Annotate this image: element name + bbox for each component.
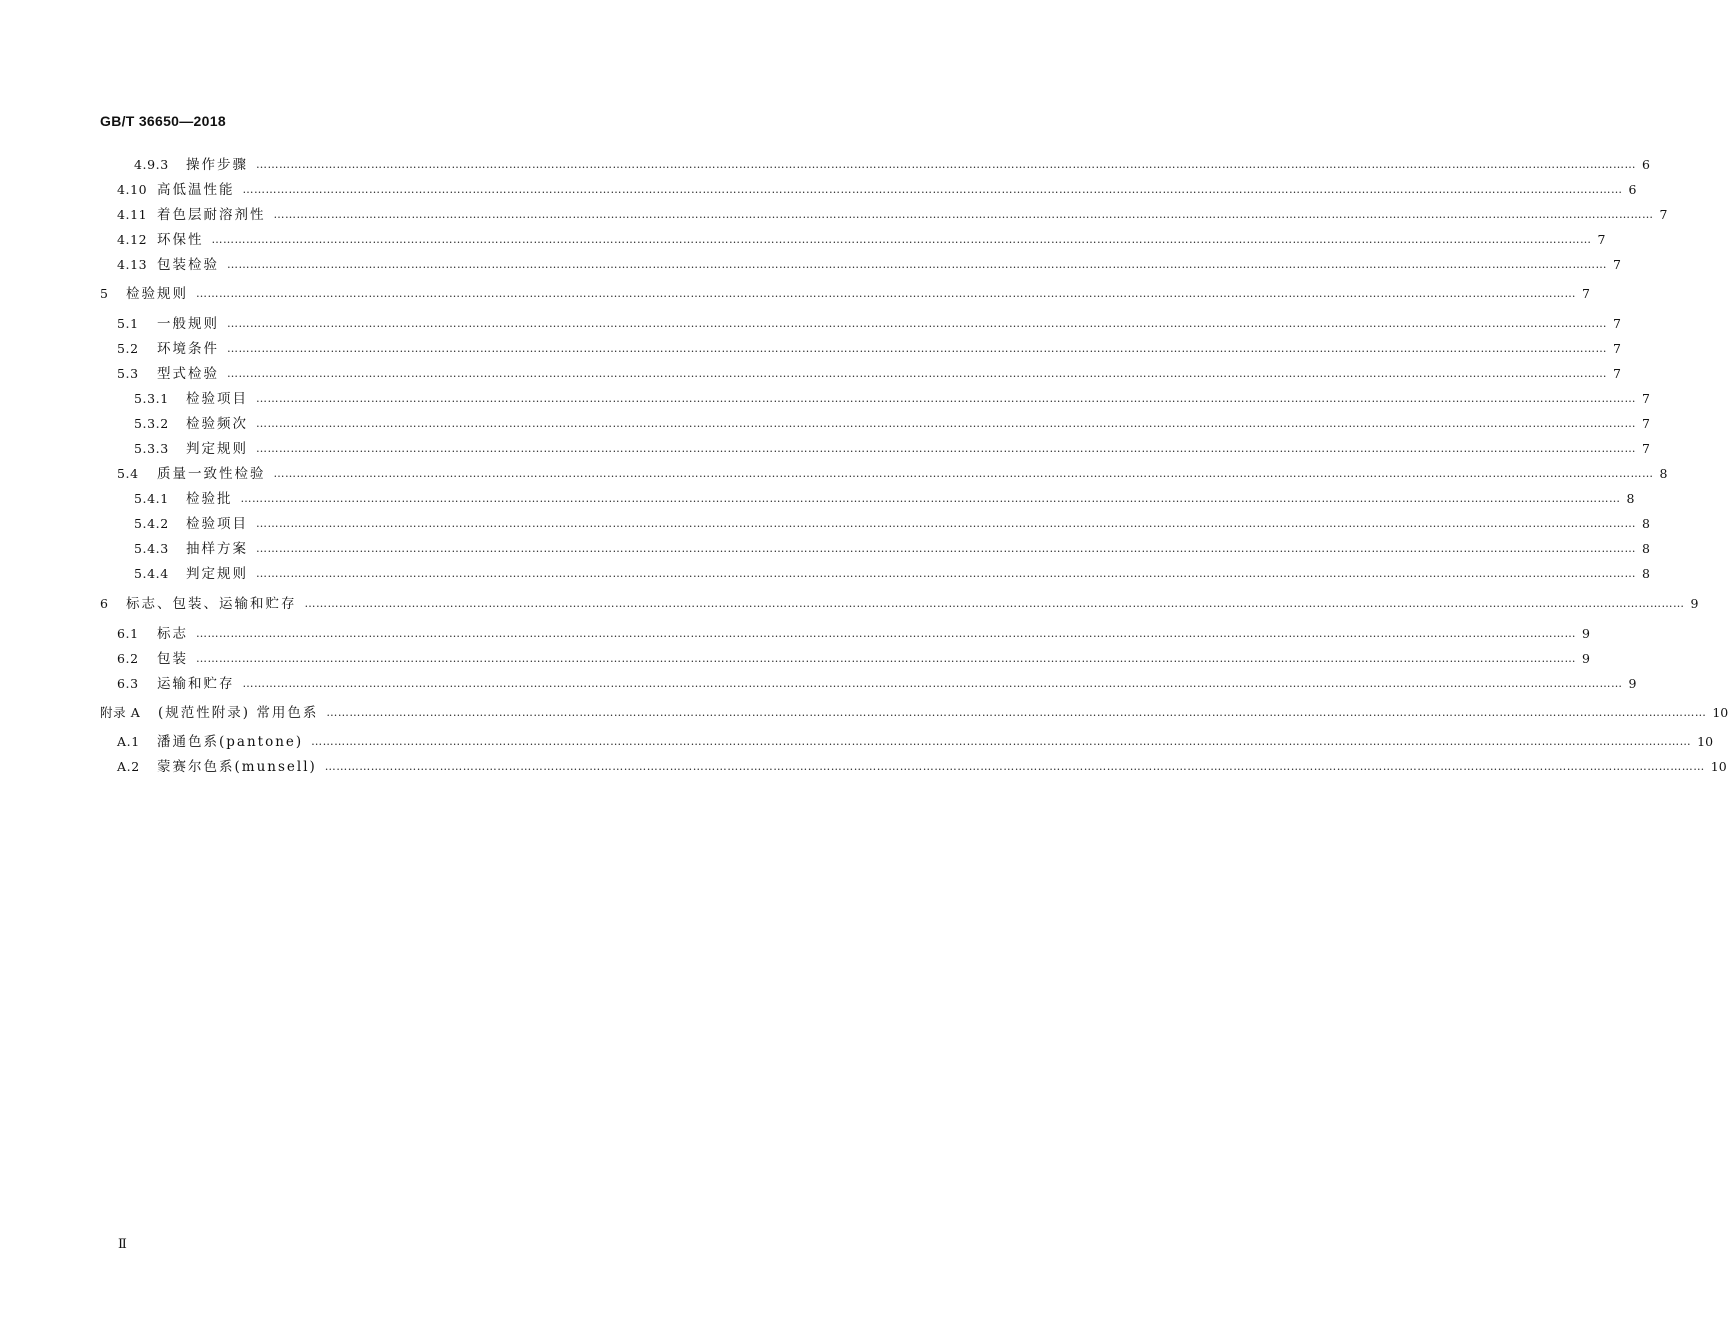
toc-dot-leader: ……………………………………………………………………………………………………………………………………………………………………………………………………………………………………………………………………………………………………………………………… xyxy=(304,597,1685,610)
toc-entry-number: 4.13 xyxy=(117,257,148,272)
toc-entry-title: 包装 xyxy=(157,651,188,667)
toc-entry-number: 5.4 xyxy=(117,466,139,481)
toc-entry-title: 操作步骤 xyxy=(186,157,248,173)
toc-entry-page: 7 xyxy=(1642,391,1650,406)
toc-entry-page: 9 xyxy=(1582,626,1590,641)
toc-entry[interactable] xyxy=(117,180,1637,200)
toc-entry-title: 一般规则 xyxy=(157,316,219,332)
toc-dot-leader: ……………………………………………………………………………………………………………………………………………………………………………………………………………………………………………………………………………………………………………………………… xyxy=(256,392,1636,405)
toc-entry-number: 5.4.2 xyxy=(134,516,169,531)
toc-entry-page: 7 xyxy=(1613,341,1621,356)
toc-entry-page: 7 xyxy=(1582,286,1590,301)
toc-entry-number: 5.2 xyxy=(117,341,139,356)
toc-entry-page: 9 xyxy=(1690,596,1699,611)
toc-entry-number: 5.3.2 xyxy=(134,416,169,431)
toc-entry-number: 5.3.3 xyxy=(134,441,169,456)
toc-entry[interactable] xyxy=(134,564,1650,584)
toc-entry[interactable] xyxy=(100,284,1590,304)
toc-entry-number: 6.3 xyxy=(117,676,139,691)
toc-dot-leader: ……………………………………………………………………………………………………………………………………………………………………………………………………………………………………………………………………………………………………………………………… xyxy=(256,158,1636,171)
toc-entry-title: 判定规则 xyxy=(186,566,248,582)
toc-dot-leader: ……………………………………………………………………………………………………………………………………………………………………………………………………………………………………………………………………………………………………………………………… xyxy=(227,258,1607,271)
toc-entry-page: 6 xyxy=(1628,182,1637,197)
toc-entry-number: A.2 xyxy=(117,759,140,774)
toc-entry-number: 6.1 xyxy=(117,626,139,641)
toc-entry-number: A.1 xyxy=(117,734,140,749)
toc-entry-title: 检验批 xyxy=(186,491,233,507)
toc-entry[interactable] xyxy=(134,389,1650,409)
toc-dot-leader: ……………………………………………………………………………………………………………………………………………………………………………………………………………………………………………………………………………………………………………………………… xyxy=(326,706,1707,719)
toc-entry-page: 9 xyxy=(1582,651,1590,666)
toc-entry-page: 8 xyxy=(1642,566,1650,581)
toc-dot-leader: ……………………………………………………………………………………………………………………………………………………………………………………………………………………………………………………………………………………………………………………………… xyxy=(256,542,1636,555)
toc-entry-number: 4.11 xyxy=(117,207,148,222)
toc-entry-title: 抽样方案 xyxy=(186,541,248,557)
toc-entry[interactable] xyxy=(134,439,1650,459)
toc-dot-leader: ……………………………………………………………………………………………………………………………………………………………………………………………………………………………………………………………………………………………………………………………… xyxy=(211,233,1592,246)
toc-entry[interactable] xyxy=(134,489,1635,509)
toc-dot-leader: ……………………………………………………………………………………………………………………………………………………………………………………………………………………………………………………………………………………………………………………………… xyxy=(256,417,1636,430)
toc-dot-leader: ……………………………………………………………………………………………………………………………………………………………………………………………………………………………………………………………………………………………………………………………… xyxy=(227,367,1607,380)
toc-entry-title: 标志 xyxy=(157,626,188,642)
toc-dot-leader: ……………………………………………………………………………………………………………………………………………………………………………………………………………………………………………………………………………………………………………………………… xyxy=(227,317,1607,330)
toc-entry-page: 6 xyxy=(1642,157,1650,172)
toc-dot-leader: ……………………………………………………………………………………………………………………………………………………………………………………………………………………………………………………………………………………………………………………………… xyxy=(196,652,1576,665)
toc-entry-number: 6 xyxy=(100,596,109,611)
toc-dot-leader: ……………………………………………………………………………………………………………………………………………………………………………………………………………………………………………………………………………………………………………………………… xyxy=(311,735,1692,748)
toc-entry-title: 包装检验 xyxy=(157,257,219,273)
toc-entry-title: 潘通色系(pantone) xyxy=(157,734,304,750)
document-code-header: GB/T 36650—2018 xyxy=(100,113,226,129)
toc-entry-number: 5.4.1 xyxy=(134,491,169,506)
toc-entry[interactable] xyxy=(117,674,1637,694)
toc-entry-title: 检验频次 xyxy=(186,416,248,432)
toc-dot-leader: ……………………………………………………………………………………………………………………………………………………………………………………………………………………………………………………………………………………………………………………………… xyxy=(227,342,1607,355)
toc-entry[interactable] xyxy=(117,732,1714,752)
toc-entry-page: 7 xyxy=(1659,207,1668,222)
toc-dot-leader: ……………………………………………………………………………………………………………………………………………………………………………………………………………………………………………………………………………………………………………………………… xyxy=(273,208,1654,221)
toc-dot-leader: ……………………………………………………………………………………………………………………………………………………………………………………………………………………………………………………………………………………………………………………………… xyxy=(196,627,1576,640)
toc-dot-leader: ……………………………………………………………………………………………………………………………………………………………………………………………………………………………………………………………………………………………………………………………… xyxy=(273,467,1654,480)
toc-entry-number: 4.10 xyxy=(117,182,148,197)
toc-entry[interactable] xyxy=(117,464,1668,484)
toc-entry-title: 运输和贮存 xyxy=(157,676,235,692)
toc-entry-page: 7 xyxy=(1613,366,1621,381)
toc-entry-title: 标志、包装、运输和贮存 xyxy=(126,596,297,612)
toc-entry[interactable] xyxy=(134,414,1650,434)
toc-entry[interactable] xyxy=(117,624,1590,644)
toc-entry-number: 附录 A xyxy=(100,705,141,720)
toc-entry-title: 环保性 xyxy=(157,232,204,248)
toc-entry[interactable] xyxy=(117,649,1590,669)
toc-dot-leader: ……………………………………………………………………………………………………………………………………………………………………………………………………………………………………………………………………………………………………………………………… xyxy=(324,760,1705,773)
toc-entry-page: 7 xyxy=(1613,316,1621,331)
toc-dot-leader: ……………………………………………………………………………………………………………………………………………………………………………………………………………………………………………………………………………………………………………………………… xyxy=(242,677,1623,690)
toc-entry[interactable] xyxy=(134,155,1650,175)
toc-entry[interactable] xyxy=(117,314,1621,334)
toc-entry-page: 7 xyxy=(1613,257,1621,272)
toc-entry-title: 检验项目 xyxy=(186,516,248,532)
toc-dot-leader: ……………………………………………………………………………………………………………………………………………………………………………………………………………………………………………………………………………………………………………………………… xyxy=(256,517,1636,530)
toc-entry-number: 5.3 xyxy=(117,366,139,381)
toc-entry-page: 10 xyxy=(1697,734,1714,749)
toc-entry-page: 8 xyxy=(1626,491,1635,506)
toc-entry-number: 5 xyxy=(100,286,109,301)
toc-entry-number: 6.2 xyxy=(117,651,139,666)
toc-dot-leader: ……………………………………………………………………………………………………………………………………………………………………………………………………………………………………………………………………………………………………………………………… xyxy=(196,287,1576,300)
toc-entry-page: 8 xyxy=(1659,466,1668,481)
toc-entry-number: 5.4.3 xyxy=(134,541,169,556)
toc-entry-title: 蒙赛尔色系(munsell) xyxy=(157,759,317,775)
toc-entry-number: 4.12 xyxy=(117,232,148,247)
toc-dot-leader: ……………………………………………………………………………………………………………………………………………………………………………………………………………………………………………………………………………………………………………………………… xyxy=(240,492,1621,505)
toc-entry-title: 着色层耐溶剂性 xyxy=(157,207,266,223)
toc-entry-title: 检验规则 xyxy=(126,286,188,302)
toc-entry-title: 高低温性能 xyxy=(157,182,235,198)
toc-entry[interactable] xyxy=(117,255,1621,275)
toc-entry[interactable] xyxy=(117,364,1621,384)
toc-entry[interactable] xyxy=(134,514,1650,534)
toc-entry[interactable] xyxy=(117,339,1621,359)
toc-entry-page: 7 xyxy=(1642,416,1650,431)
toc-entry-title: 质量一致性检验 xyxy=(157,466,266,482)
toc-entry[interactable] xyxy=(117,205,1668,225)
toc-entry[interactable] xyxy=(134,539,1650,559)
toc-entry[interactable] xyxy=(100,594,1699,614)
toc-entry[interactable] xyxy=(117,230,1606,250)
toc-entry-number: 5.1 xyxy=(117,316,139,331)
toc-entry-page: 10 xyxy=(1712,705,1728,720)
toc-entry-title: 检验项目 xyxy=(186,391,248,407)
toc-entry-title: 环境条件 xyxy=(157,341,219,357)
toc-entry[interactable] xyxy=(117,757,1727,777)
toc-entry-page: 7 xyxy=(1642,441,1650,456)
toc-dot-leader: ……………………………………………………………………………………………………………………………………………………………………………………………………………………………………………………………………………………………………………………………… xyxy=(256,567,1636,580)
toc-entry-number: 5.4.4 xyxy=(134,566,169,581)
toc-dot-leader: ……………………………………………………………………………………………………………………………………………………………………………………………………………………………………………………………………………………………………………………………… xyxy=(242,183,1623,196)
toc-dot-leader: ……………………………………………………………………………………………………………………………………………………………………………………………………………………………………………………………………………………………………………………………… xyxy=(256,442,1636,455)
toc-entry-number: 5.3.1 xyxy=(134,391,169,406)
toc-entry-page: 8 xyxy=(1642,541,1650,556)
toc-entry[interactable] xyxy=(100,703,1728,723)
toc-entry-page: 8 xyxy=(1642,516,1650,531)
toc-entry-title: (规范性附录) 常用色系 xyxy=(158,705,319,721)
toc-entry-title: 型式检验 xyxy=(157,366,219,382)
toc-entry-page: 7 xyxy=(1597,232,1606,247)
toc-entry-title: 判定规则 xyxy=(186,441,248,457)
toc-entry-page: 9 xyxy=(1628,676,1637,691)
page-number-footer: Ⅱ xyxy=(118,1237,127,1252)
toc-entry-page: 10 xyxy=(1710,759,1727,774)
toc-entry-number: 4.9.3 xyxy=(134,157,169,172)
